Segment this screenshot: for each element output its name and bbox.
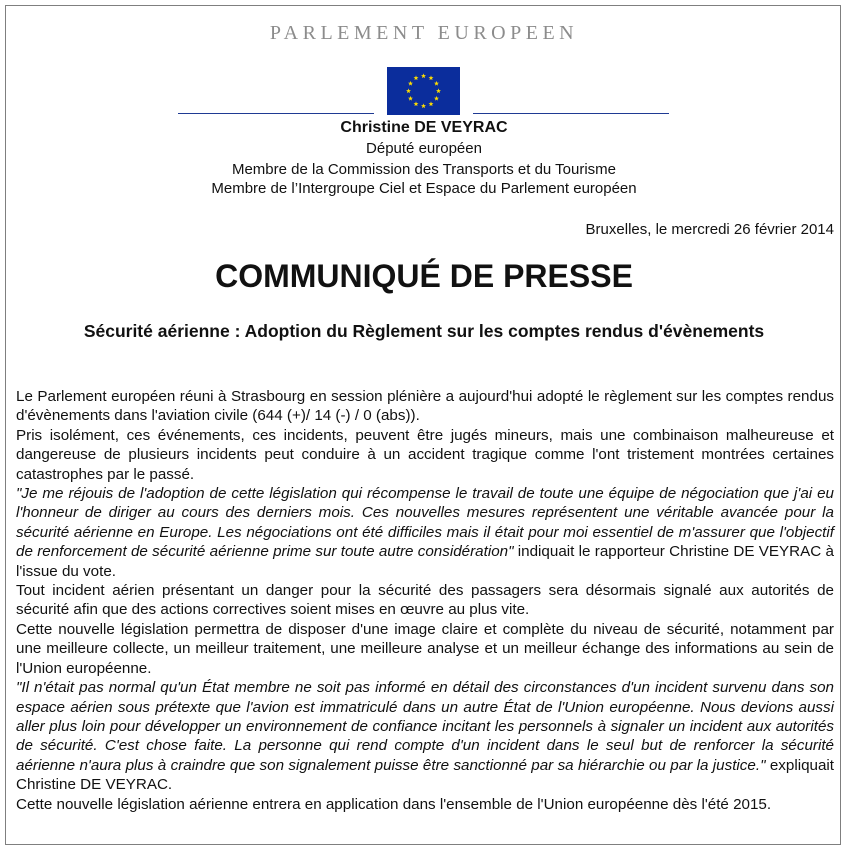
quote-text: "Je me réjouis de l'adoption de cette législation qui récompense le travail de toute une équipe de négociation que j'ai eu l'honneur de diriger au cours des derniers mois. Ces nouvelles mesures représentent une véritable avancée pour la sécurité aérienne en Europe. Les négociations ont été difficiles mais il était pour moi essentiel de m'assurer que l'objectif de renforcement de sécurité aérienne prime sur toute autre considération" xyxy=(16,485,834,561)
paragraph-member-state-quote xyxy=(16,678,834,794)
paragraph-application: Cette nouvelle législation aérienne entrera en application dans l'ensemble de l'Union européenne dès l'été 2015. xyxy=(16,795,772,813)
quote-attribution: indiquait le rapporteur Christine DE VEYRAC à l'issue du vote. xyxy=(16,543,834,580)
header-rule-right xyxy=(473,113,669,114)
organization-name: PARLEMENT EUROPEEN xyxy=(269,22,579,44)
paragraph-incidents: Pris isolément, ces événements, ces incidents, peuvent être jugés mineurs, mais une combinaison malheureuse et dangereuse de plusieurs incidents peut conduire à un accident tragique comme l'ont tristement montrées certaines catastrophes par le passé. xyxy=(16,426,834,483)
author-membership-committee: Membre de la Commission des Transports et du Tourisme xyxy=(231,161,617,178)
date-line: Bruxelles, le mercredi 26 février 2014 xyxy=(585,221,834,238)
paragraph-vote: Le Parlement européen réuni à Strasbourg en session plénière a aujourd'hui adopté le règlement sur les comptes rendus d'évènements dans l'aviation civile (644 (+)/ 14 (-) / 0 (abs)). xyxy=(16,388,834,425)
paragraph-reporting: Tout incident aérien présentant un danger pour la sécurité des passagers sera désormais signalé aux autorités de sécurité afin que des actions correctives soient mises en œuvre au plus vite. xyxy=(16,582,834,619)
page-subtitle: Sécurité aérienne : Adoption du Règlement sur les comptes rendus d'évènements xyxy=(83,321,765,341)
eu-flag-icon xyxy=(387,67,460,115)
page-title: COMMUNIQUÉ DE PRESSE xyxy=(215,258,633,294)
quote-text: "Il n'était pas normal qu'un État membre ne soit pas informé en détail des circonstances d'un incident survenu dans son espace aérien sous prétexte que l'avion est immatriculé dans un autre État de l'Union européenne. Nous devions aussi aller plus loin pour développer un environnement de confiance incitant les personnels à signaler un incident aux autorités de sécurité. C'est chose faite. La personne qui rend compte d'un incident dans le seul but de renforcer la sécurité aérienne n'aura plus à craindre que son signalement puisse être sanctionné par sa hiérarchie ou par la justice." xyxy=(16,679,834,774)
press-release-body xyxy=(16,387,834,814)
author-role: Député européen xyxy=(366,140,482,157)
header-rule-left xyxy=(178,113,374,114)
quote-attribution: expliquait Christine DE VEYRAC. xyxy=(16,756,835,794)
paragraph-legislation: Cette nouvelle législation permettra de disposer d'une image claire et complète du niveau de sécurité, notamment par une meilleure collecte, un meilleur traitement, une meilleure analyse et un meilleur échange des informations au sein de l'Union européenne. xyxy=(16,620,834,677)
author-membership-intergroup: Membre de l’Intergroupe Ciel et Espace du Parlement européen xyxy=(211,180,637,197)
author-name: Christine DE VEYRAC xyxy=(340,119,508,136)
paragraph-rapporteur-quote xyxy=(16,484,834,581)
